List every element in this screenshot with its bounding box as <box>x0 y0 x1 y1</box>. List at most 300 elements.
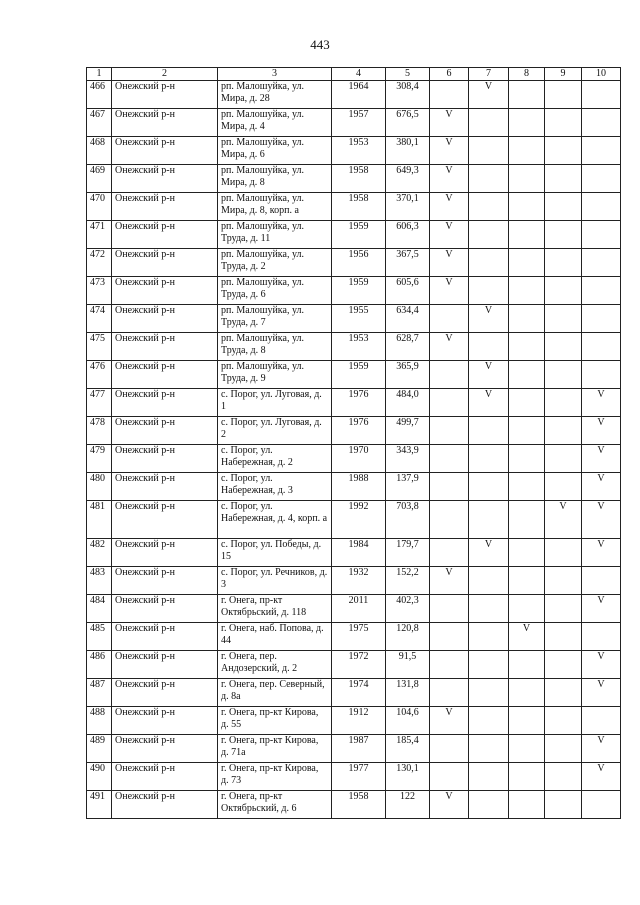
mark-col-6: V <box>430 277 469 305</box>
table-row <box>87 445 621 473</box>
mark-col-10: V <box>582 735 621 763</box>
address-cell: рп. Малошуйка, ул. Труда, д. 7 <box>218 305 332 333</box>
area-cell: 120,8 <box>386 623 430 651</box>
year-cell: 1970 <box>332 445 386 473</box>
address-cell: рп. Малошуйка, ул. Труда, д. 6 <box>218 277 332 305</box>
mark-col-6: V <box>430 707 469 735</box>
mark-col-6 <box>430 473 469 501</box>
table-row <box>87 277 621 305</box>
mark-col-8 <box>509 165 545 193</box>
row-number: 475 <box>87 333 112 361</box>
row-number: 483 <box>87 567 112 595</box>
address-cell: с. Порог, ул. Набережная, д. 2 <box>218 445 332 473</box>
year-cell: 1912 <box>332 707 386 735</box>
mark-col-7: V <box>469 539 509 567</box>
address-cell: г. Онега, пр-кт Кирова, д. 55 <box>218 707 332 735</box>
table-row <box>87 651 621 679</box>
mark-col-9 <box>545 473 582 501</box>
address-cell: г. Онега, пр-кт Кирова, д. 71а <box>218 735 332 763</box>
mark-col-9 <box>545 707 582 735</box>
mark-col-9 <box>545 249 582 277</box>
address-cell: рп. Малошуйка, ул. Мира, д. 4 <box>218 109 332 137</box>
mark-col-8 <box>509 109 545 137</box>
year-cell: 1964 <box>332 81 386 109</box>
district-cell: Онежский р-н <box>112 735 218 763</box>
district-cell: Онежский р-н <box>112 473 218 501</box>
year-cell: 1958 <box>332 193 386 221</box>
mark-col-6 <box>430 445 469 473</box>
mark-col-8 <box>509 305 545 333</box>
address-cell: рп. Малошуйка, ул. Труда, д. 9 <box>218 361 332 389</box>
area-cell: 131,8 <box>386 679 430 707</box>
mark-col-7 <box>469 623 509 651</box>
address-cell: г. Онега, наб. Попова, д. 44 <box>218 623 332 651</box>
district-cell: Онежский р-н <box>112 277 218 305</box>
row-number: 485 <box>87 623 112 651</box>
mark-col-8 <box>509 389 545 417</box>
table-row <box>87 249 621 277</box>
area-cell: 122 <box>386 791 430 819</box>
area-cell: 343,9 <box>386 445 430 473</box>
row-number: 484 <box>87 595 112 623</box>
mark-col-7 <box>469 679 509 707</box>
year-cell: 1974 <box>332 679 386 707</box>
mark-col-7 <box>469 109 509 137</box>
mark-col-8 <box>509 221 545 249</box>
column-number: 2 <box>112 68 218 81</box>
mark-col-6: V <box>430 333 469 361</box>
table-row <box>87 707 621 735</box>
row-number: 468 <box>87 137 112 165</box>
mark-col-8 <box>509 193 545 221</box>
row-number: 478 <box>87 417 112 445</box>
mark-col-9 <box>545 109 582 137</box>
mark-col-9 <box>545 221 582 249</box>
mark-col-7 <box>469 221 509 249</box>
mark-col-9 <box>545 193 582 221</box>
mark-col-7 <box>469 417 509 445</box>
table-row <box>87 389 621 417</box>
mark-col-7: V <box>469 389 509 417</box>
mark-col-10: V <box>582 679 621 707</box>
district-cell: Онежский р-н <box>112 361 218 389</box>
column-number: 8 <box>509 68 545 81</box>
area-cell: 137,9 <box>386 473 430 501</box>
mark-col-10 <box>582 623 621 651</box>
table-row <box>87 305 621 333</box>
area-cell: 365,9 <box>386 361 430 389</box>
mark-col-8 <box>509 735 545 763</box>
mark-col-9 <box>545 417 582 445</box>
mark-col-8 <box>509 249 545 277</box>
row-number: 476 <box>87 361 112 389</box>
mark-col-6: V <box>430 791 469 819</box>
address-cell: г. Онега, пр-кт Октябрьский, д. 6 <box>218 791 332 819</box>
mark-col-8: V <box>509 623 545 651</box>
year-cell: 1956 <box>332 249 386 277</box>
year-cell: 1958 <box>332 791 386 819</box>
mark-col-10 <box>582 707 621 735</box>
district-cell: Онежский р-н <box>112 445 218 473</box>
mark-col-9 <box>545 445 582 473</box>
year-cell: 1953 <box>332 333 386 361</box>
mark-col-8 <box>509 333 545 361</box>
year-cell: 1975 <box>332 623 386 651</box>
year-cell: 1958 <box>332 165 386 193</box>
area-cell: 649,3 <box>386 165 430 193</box>
mark-col-9 <box>545 361 582 389</box>
area-cell: 499,7 <box>386 417 430 445</box>
address-cell: с. Порог, ул. Набережная, д. 4, корп. а <box>218 501 332 539</box>
mark-col-7 <box>469 445 509 473</box>
row-number: 470 <box>87 193 112 221</box>
mark-col-9 <box>545 567 582 595</box>
year-cell: 1984 <box>332 539 386 567</box>
district-cell: Онежский р-н <box>112 417 218 445</box>
district-cell: Онежский р-н <box>112 567 218 595</box>
district-cell: Онежский р-н <box>112 165 218 193</box>
mark-col-7 <box>469 193 509 221</box>
row-number: 488 <box>87 707 112 735</box>
mark-col-7 <box>469 791 509 819</box>
address-cell: г. Онега, пр-кт Кирова, д. 73 <box>218 763 332 791</box>
mark-col-8 <box>509 679 545 707</box>
table-row <box>87 361 621 389</box>
mark-col-10 <box>582 165 621 193</box>
mark-col-10: V <box>582 595 621 623</box>
mark-col-10: V <box>582 445 621 473</box>
mark-col-7 <box>469 567 509 595</box>
table-body <box>87 81 621 819</box>
year-cell: 1932 <box>332 567 386 595</box>
mark-col-8 <box>509 595 545 623</box>
table-row <box>87 595 621 623</box>
district-cell: Онежский р-н <box>112 623 218 651</box>
table-row <box>87 735 621 763</box>
column-number: 1 <box>87 68 112 81</box>
mark-col-9 <box>545 333 582 361</box>
mark-col-9 <box>545 305 582 333</box>
row-number: 481 <box>87 501 112 539</box>
mark-col-9 <box>545 763 582 791</box>
mark-col-10 <box>582 109 621 137</box>
table-row <box>87 539 621 567</box>
district-cell: Онежский р-н <box>112 501 218 539</box>
mark-col-9 <box>545 623 582 651</box>
mark-col-10 <box>582 221 621 249</box>
mark-col-7: V <box>469 81 509 109</box>
year-cell: 1977 <box>332 763 386 791</box>
mark-col-6 <box>430 417 469 445</box>
address-cell: с. Порог, ул. Луговая, д. 2 <box>218 417 332 445</box>
area-cell: 676,5 <box>386 109 430 137</box>
address-cell: рп. Малошуйка, ул. Труда, д. 2 <box>218 249 332 277</box>
year-cell: 1959 <box>332 221 386 249</box>
mark-col-10: V <box>582 763 621 791</box>
mark-col-8 <box>509 707 545 735</box>
mark-col-10 <box>582 81 621 109</box>
mark-col-9 <box>545 277 582 305</box>
mark-col-9 <box>545 539 582 567</box>
mark-col-6 <box>430 539 469 567</box>
row-number: 491 <box>87 791 112 819</box>
year-cell: 1976 <box>332 417 386 445</box>
column-number: 10 <box>582 68 621 81</box>
district-cell: Онежский р-н <box>112 389 218 417</box>
mark-col-6 <box>430 389 469 417</box>
mark-col-10 <box>582 137 621 165</box>
area-cell: 402,3 <box>386 595 430 623</box>
row-number: 480 <box>87 473 112 501</box>
table-row <box>87 221 621 249</box>
year-cell: 1957 <box>332 109 386 137</box>
row-number: 489 <box>87 735 112 763</box>
table-row <box>87 763 621 791</box>
mark-col-7 <box>469 595 509 623</box>
mark-col-6 <box>430 735 469 763</box>
mark-col-10 <box>582 277 621 305</box>
row-number: 473 <box>87 277 112 305</box>
address-cell: рп. Малошуйка, ул. Труда, д. 11 <box>218 221 332 249</box>
address-cell: рп. Малошуйка, ул. Мира, д. 8 <box>218 165 332 193</box>
year-cell: 1992 <box>332 501 386 539</box>
district-cell: Онежский р-н <box>112 679 218 707</box>
mark-col-9 <box>545 137 582 165</box>
area-cell: 703,8 <box>386 501 430 539</box>
area-cell: 606,3 <box>386 221 430 249</box>
row-number: 482 <box>87 539 112 567</box>
mark-col-7 <box>469 707 509 735</box>
year-cell: 1953 <box>332 137 386 165</box>
column-number: 6 <box>430 68 469 81</box>
column-number-row <box>87 68 621 81</box>
row-number: 477 <box>87 389 112 417</box>
mark-col-7 <box>469 651 509 679</box>
table-row <box>87 679 621 707</box>
area-cell: 152,2 <box>386 567 430 595</box>
mark-col-6 <box>430 81 469 109</box>
district-cell: Онежский р-н <box>112 109 218 137</box>
row-number: 490 <box>87 763 112 791</box>
table-row <box>87 791 621 819</box>
address-cell: г. Онега, пр-кт Октябрьский, д. 118 <box>218 595 332 623</box>
area-cell: 308,4 <box>386 81 430 109</box>
mark-col-8 <box>509 361 545 389</box>
district-cell: Онежский р-н <box>112 249 218 277</box>
district-cell: Онежский р-н <box>112 193 218 221</box>
mark-col-6 <box>430 305 469 333</box>
mark-col-6: V <box>430 137 469 165</box>
mark-col-6: V <box>430 193 469 221</box>
mark-col-9 <box>545 679 582 707</box>
mark-col-8 <box>509 539 545 567</box>
mark-col-8 <box>509 81 545 109</box>
row-number: 474 <box>87 305 112 333</box>
row-number: 469 <box>87 165 112 193</box>
column-number: 3 <box>218 68 332 81</box>
area-cell: 380,1 <box>386 137 430 165</box>
year-cell: 1959 <box>332 361 386 389</box>
district-cell: Онежский р-н <box>112 651 218 679</box>
mark-col-10 <box>582 305 621 333</box>
area-cell: 605,6 <box>386 277 430 305</box>
district-cell: Онежский р-н <box>112 333 218 361</box>
table-row <box>87 81 621 109</box>
area-cell: 179,7 <box>386 539 430 567</box>
district-cell: Онежский р-н <box>112 137 218 165</box>
area-cell: 91,5 <box>386 651 430 679</box>
year-cell: 2011 <box>332 595 386 623</box>
column-number: 7 <box>469 68 509 81</box>
mark-col-9 <box>545 735 582 763</box>
address-cell: с. Порог, ул. Речников, д. 3 <box>218 567 332 595</box>
page-number: 443 <box>310 37 330 52</box>
district-cell: Онежский р-н <box>112 305 218 333</box>
year-cell: 1955 <box>332 305 386 333</box>
year-cell: 1987 <box>332 735 386 763</box>
mark-col-6 <box>430 501 469 539</box>
mark-col-6 <box>430 679 469 707</box>
mark-col-9 <box>545 81 582 109</box>
area-cell: 185,4 <box>386 735 430 763</box>
mark-col-6 <box>430 651 469 679</box>
mark-col-10 <box>582 567 621 595</box>
mark-col-7 <box>469 333 509 361</box>
area-cell: 104,6 <box>386 707 430 735</box>
row-number: 487 <box>87 679 112 707</box>
row-number: 486 <box>87 651 112 679</box>
mark-col-8 <box>509 137 545 165</box>
mark-col-8 <box>509 445 545 473</box>
mark-col-9 <box>545 651 582 679</box>
mark-col-9 <box>545 791 582 819</box>
mark-col-8 <box>509 417 545 445</box>
area-cell: 634,4 <box>386 305 430 333</box>
table-row <box>87 109 621 137</box>
row-number: 466 <box>87 81 112 109</box>
area-cell: 484,0 <box>386 389 430 417</box>
mark-col-6 <box>430 763 469 791</box>
mark-col-10 <box>582 333 621 361</box>
mark-col-8 <box>509 763 545 791</box>
mark-col-7 <box>469 137 509 165</box>
area-cell: 628,7 <box>386 333 430 361</box>
mark-col-10: V <box>582 539 621 567</box>
mark-col-7 <box>469 473 509 501</box>
district-cell: Онежский р-н <box>112 595 218 623</box>
table-row <box>87 333 621 361</box>
mark-col-7 <box>469 735 509 763</box>
column-number: 4 <box>332 68 386 81</box>
address-cell: рп. Малошуйка, ул. Труда, д. 8 <box>218 333 332 361</box>
area-cell: 130,1 <box>386 763 430 791</box>
mark-col-8 <box>509 277 545 305</box>
column-number: 9 <box>545 68 582 81</box>
district-cell: Онежский р-н <box>112 791 218 819</box>
mark-col-7 <box>469 501 509 539</box>
mark-col-8 <box>509 501 545 539</box>
mark-col-10: V <box>582 417 621 445</box>
mark-col-7 <box>469 249 509 277</box>
mark-col-8 <box>509 651 545 679</box>
district-cell: Онежский р-н <box>112 763 218 791</box>
mark-col-7 <box>469 763 509 791</box>
row-number: 479 <box>87 445 112 473</box>
mark-col-7 <box>469 165 509 193</box>
address-cell: с. Порог, ул. Луговая, д. 1 <box>218 389 332 417</box>
table-row <box>87 137 621 165</box>
mark-col-8 <box>509 567 545 595</box>
mark-col-10: V <box>582 473 621 501</box>
row-number: 471 <box>87 221 112 249</box>
address-cell: с. Порог, ул. Набережная, д. 3 <box>218 473 332 501</box>
mark-col-7: V <box>469 305 509 333</box>
mark-col-8 <box>509 473 545 501</box>
table-row <box>87 165 621 193</box>
mark-col-9 <box>545 165 582 193</box>
year-cell: 1988 <box>332 473 386 501</box>
row-number: 472 <box>87 249 112 277</box>
housing-registry-table <box>86 67 621 819</box>
table-row <box>87 567 621 595</box>
district-cell: Онежский р-н <box>112 221 218 249</box>
year-cell: 1976 <box>332 389 386 417</box>
table-row <box>87 501 621 539</box>
mark-col-10: V <box>582 501 621 539</box>
mark-col-6: V <box>430 249 469 277</box>
address-cell: рп. Малошуйка, ул. Мира, д. 6 <box>218 137 332 165</box>
table-row <box>87 473 621 501</box>
district-cell: Онежский р-н <box>112 539 218 567</box>
mark-col-6: V <box>430 567 469 595</box>
mark-col-10 <box>582 249 621 277</box>
table-row <box>87 623 621 651</box>
column-number: 5 <box>386 68 430 81</box>
mark-col-6: V <box>430 221 469 249</box>
mark-col-9 <box>545 389 582 417</box>
mark-col-10 <box>582 791 621 819</box>
table-row <box>87 193 621 221</box>
mark-col-10 <box>582 193 621 221</box>
mark-col-7: V <box>469 361 509 389</box>
mark-col-6 <box>430 623 469 651</box>
row-number: 467 <box>87 109 112 137</box>
address-cell: г. Онега, пер. Андозерский, д. 2 <box>218 651 332 679</box>
address-cell: г. Онега, пер. Северный, д. 8а <box>218 679 332 707</box>
mark-col-6: V <box>430 165 469 193</box>
year-cell: 1959 <box>332 277 386 305</box>
mark-col-8 <box>509 791 545 819</box>
year-cell: 1972 <box>332 651 386 679</box>
mark-col-10: V <box>582 389 621 417</box>
table-row <box>87 417 621 445</box>
mark-col-6 <box>430 595 469 623</box>
district-cell: Онежский р-н <box>112 81 218 109</box>
address-cell: с. Порог, ул. Победы, д. 15 <box>218 539 332 567</box>
area-cell: 367,5 <box>386 249 430 277</box>
address-cell: рп. Малошуйка, ул. Мира, д. 28 <box>218 81 332 109</box>
address-cell: рп. Малошуйка, ул. Мира, д. 8, корп. а <box>218 193 332 221</box>
area-cell: 370,1 <box>386 193 430 221</box>
mark-col-10: V <box>582 651 621 679</box>
mark-col-10 <box>582 361 621 389</box>
mark-col-9 <box>545 595 582 623</box>
mark-col-6 <box>430 361 469 389</box>
mark-col-7 <box>469 277 509 305</box>
mark-col-9: V <box>545 501 582 539</box>
district-cell: Онежский р-н <box>112 707 218 735</box>
mark-col-6: V <box>430 109 469 137</box>
